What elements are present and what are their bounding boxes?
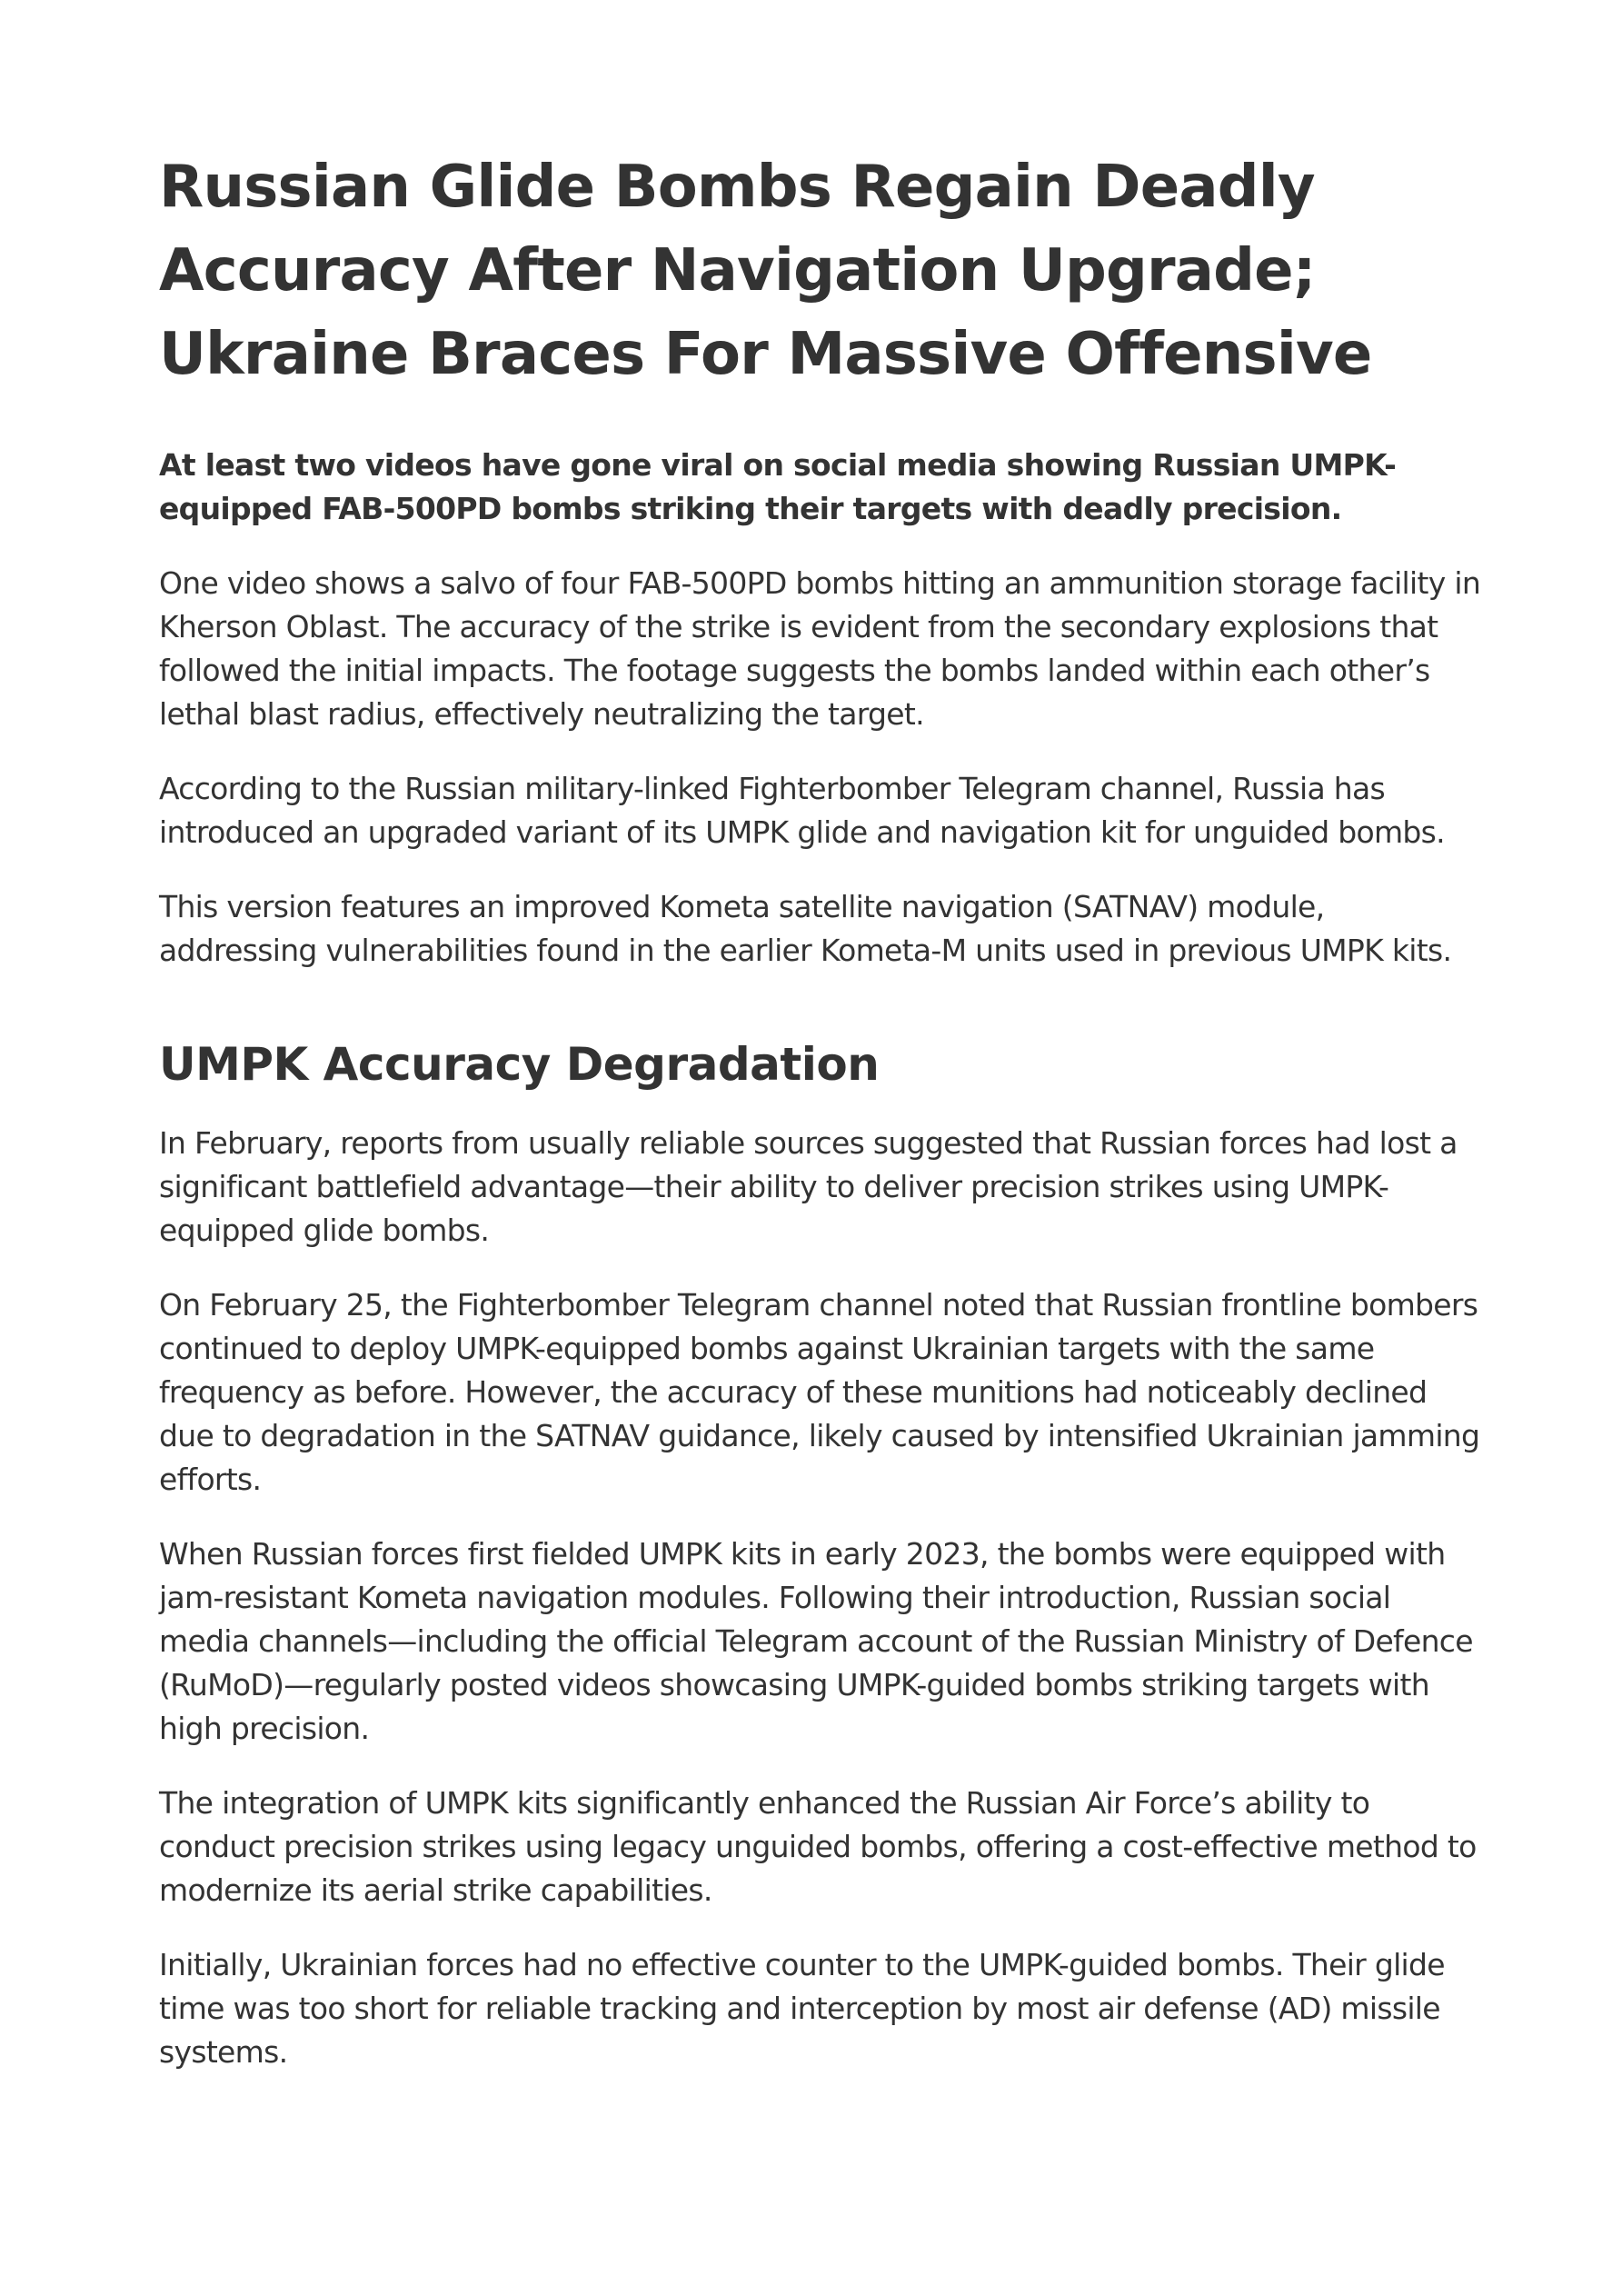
intro-paragraph-1: One video shows a salvo of four FAB-500PD bombs hitting an ammunition storage facility in Kherson Oblast. The accuracy of the strike is evident from the secondary explosions that followed the initial impacts. The footage suggests the bombs landed within each other’s lethal blast radius, effectively neutralizing the target. xyxy=(159,565,1481,732)
article xyxy=(159,145,1486,2105)
section-paragraph-2: On February 25, the Fighterbomber Telegram channel noted that Russian frontline bombers continued to deploy UMPK-equipped bombs against Ukrainian targets with the same frequency as before. However, the accuracy of these munitions had noticeably declined due to degradation in the SATNAV guidance, likely caused by intensified Ukrainian jamming efforts. xyxy=(159,1287,1480,1497)
section-paragraph-4: The integration of UMPK kits significantly enhanced the Russian Air Force’s ability to conduct precision strikes using legacy unguided bombs, offering a cost-effective method to modernize its aerial strike capabilities. xyxy=(159,1785,1477,1908)
section-paragraph-1: In February, reports from usually reliable sources suggested that Russian forces had lost a significant battlefield advantage—their ability to deliver precision strikes using UMPK-equipped glide bombs. xyxy=(159,1125,1458,1248)
section-paragraph-3: When Russian forces first fielded UMPK kits in early 2023, the bombs were equipped with jam-resistant Kometa navigation modules. Following their introduction, Russian social media channels—including the official Telegram account of the Russian Ministry of Defence (RuMoD)—regularly posted videos showcasing UMPK-guided bombs striking targets with high precision. xyxy=(159,1536,1473,1746)
intro-paragraph-3: This version features an improved Kometa satellite navigation (SATNAV) module, addressing vulnerabilities found in the earlier Kometa-M units used in previous UMPK kits. xyxy=(159,889,1452,968)
article-title: Russian Glide Bombs Regain Deadly Accuracy After Navigation Upgrade; Ukraine Braces For Massive Offensive xyxy=(159,154,1372,388)
section-paragraph-5: Initially, Ukrainian forces had no effective counter to the UMPK-guided bombs. Their glide time was too short for reliable tracking and interception by most air defense (AD) missile systems. xyxy=(159,1947,1445,2070)
article-lead: At least two videos have gone viral on social media showing Russian UMPK-equipped FAB-500PD bombs striking their targets with deadly precision. xyxy=(159,447,1397,526)
section-heading: UMPK Accuracy Degradation xyxy=(159,1038,880,1091)
intro-paragraph-2: According to the Russian military-linked Fighterbomber Telegram channel, Russia has introduced an upgraded variant of its UMPK glide and navigation kit for unguided bombs. xyxy=(159,771,1445,850)
